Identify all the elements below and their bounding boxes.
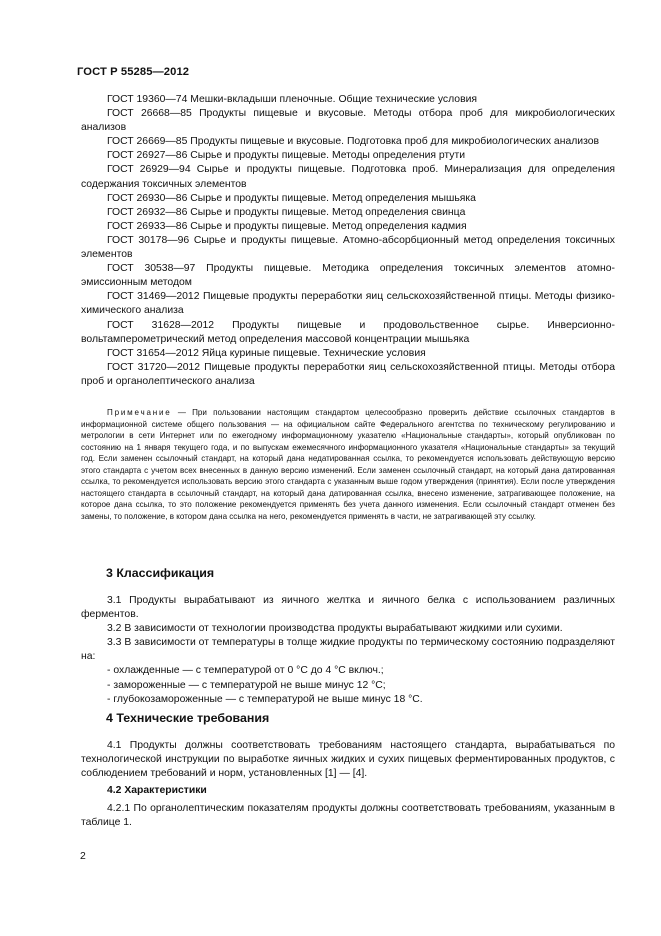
reference-item: ГОСТ 26932—86 Сырье и продукты пищевые. Метод определения свинца [107,206,466,218]
paragraph: 3.3 В зависимости от температуры в толще жидкие продукты по термическому состоянию подразделяют на: [81,637,615,663]
paragraph: 4.1 Продукты должны соответствовать требованиям настоящего стандарта, вырабатываться по технологической инструкции по выработке яичных жидких и сухих пищевых ферментированных продуктов, с соблюдением требований и норм, установленных [1] — [4]. [81,740,615,780]
reference-note [81,407,615,522]
reference-item: ГОСТ 31654—2012 Яйца куриные пищевые. Технические условия [107,347,426,359]
list-item: - замороженные — с температурой не выше минус 12 °С; [107,679,386,691]
reference-item: ГОСТ 30538—97 Продукты пищевые. Методика определения токсичных элементов атомно-эмиссионным методом [81,263,615,289]
reference-item: ГОСТ 26927—86 Сырье и продукты пищевые. Методы определения ртути [107,150,466,162]
section-3-title: 3 Классификация [106,566,215,580]
section-3-body [81,594,615,707]
list-item: - глубокозамороженные — с температурой не выше минус 18 °С. [107,693,423,705]
section-4-body [81,739,615,831]
subsection-title: 4.2 Характеристики [107,785,207,797]
reference-item: ГОСТ 26930—86 Сырье и продукты пищевые. Метод определения мышьяка [107,192,476,204]
section-4-title: 4 Технические требования [106,711,270,725]
paragraph: 4.2.1 По органолептическим показателям продукты должны соответствовать требованиям, указанным в таблице 1. [81,803,615,829]
reference-item: ГОСТ 26669—85 Продукты пищевые и вкусовые. Подготовка проб для микробиологических анализов [107,136,600,148]
list-item: - охлажденные — с температурой от 0 °С до 4 °С включ.; [107,665,384,677]
reference-item: ГОСТ 31628—2012 Продукты пищевые и продовольственное сырье. Инверсионно-вольтамперометрический метод определения массовой концентрации мышьяка [81,319,615,345]
reference-item: ГОСТ 31469—2012 Пищевые продукты переработки яиц сельскохозяйственной птицы. Методы физико-химического анализа [81,291,615,317]
reference-item: ГОСТ 19360—74 Мешки-вкладыши пленочные. Общие технические условия [107,94,478,105]
reference-item: ГОСТ 31720—2012 Пищевые продукты переработки яиц сельскохозяйственной птицы. Методы отбора проб и органолептического анализа [81,361,615,387]
note-label: Примечание [107,408,172,417]
reference-item: ГОСТ 26933—86 Сырье и продукты пищевые. Метод определения кадмия [107,220,467,232]
page-number: 2 [80,851,86,862]
paragraph: 3.2 В зависимости от технологии производства продукты вырабатывают жидкими или сухими. [107,623,563,635]
reference-item: ГОСТ 26929—94 Сырье и продукты пищевые. Подготовка проб. Минерализация для определения содержания токсичных элементов [81,164,615,190]
normative-references-list [81,93,615,389]
reference-item: ГОСТ 30178—96 Сырье и продукты пищевые. Атомно-абсорбционный метод определения токсичных элементов [81,234,615,261]
paragraph: 3.1 Продукты вырабатывают из яичного желтка и яичного белка с использованием различных ферментов. [81,595,615,621]
reference-item: ГОСТ 26668—85 Продукты пищевые и вкусовые. Методы отбора проб для микробиологических анализов [81,108,615,134]
note-text: — При пользовании настоящим стандартом целесообразно проверить действие ссылочных стандартов в информационной системе общего пользования — на официальном сайте Федерального агентства по техническому регулированию и метрологии в сети Интернет или по ежегодному информационному указателю «Национальные стандарты», который опубликован по состоянию на 1 января текущего года, и по выпускам ежемесячного информационного указателя «Национальные стандарты» за текущий год. Если заменен ссылочный стандарт, на который дана недатированная ссылка, то рекомендуется использовать действующую версию этого стандарта с учетом всех внесенных в данную версию изменений. Если заменен ссылочный стандарт, на который дана датированная ссылка, то рекомендуется использовать версию этого стандарта с указанным выше годом утверждения (принятия). Если после утверждения настоящего стандарта в ссылочный стандарт, на который дана датированная ссылка, внесено изменение, затрагивающее положение, на которое дана ссылка, то это положение рекомендуется применять без учета данного изменения. Если ссылочный стандарт отменен без замены, то положение, в котором дана ссылка на него, рекомендуется применять в части, не затрагивающей эту ссылку. [81,408,615,521]
running-header: ГОСТ Р 55285—2012 [77,66,190,78]
